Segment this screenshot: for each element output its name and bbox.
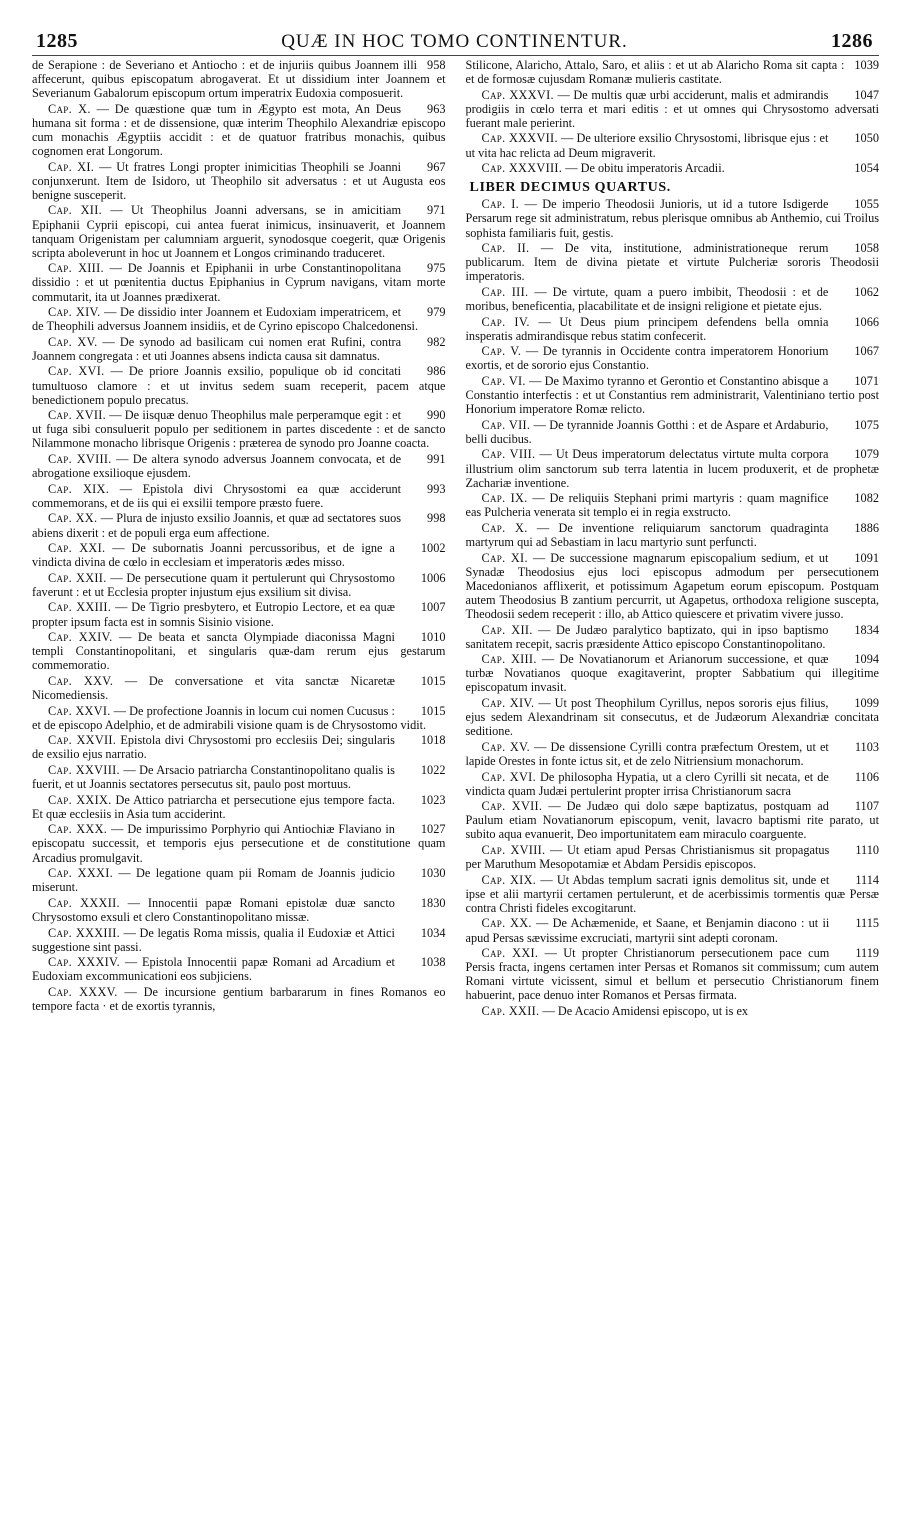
column-number: 1039 (854, 58, 879, 72)
chapter-entry (466, 491, 880, 519)
chapter-summary: — De Arsacio patriarcha Constantinopolitano qualis is fuerit, et ut Joannis sectatores persecutus sit, paulo post mortuus. (32, 763, 395, 792)
column-number: 1066 (854, 314, 879, 329)
chapter-entry (466, 551, 880, 621)
column-number: 986 (427, 364, 446, 379)
column-number: 1030 (420, 866, 446, 881)
chapter-entry (32, 704, 446, 732)
chapter-summary: — De impurissimo Porphyrio qui Antiochiæ Flaviano in episcopatu successit, et temporis ejus persecutione et de constitutione quam Arcadius promulgavit. (32, 822, 446, 865)
column-number: 1002 (420, 541, 446, 556)
column-number: 963 (427, 101, 446, 116)
chapter-label: Cap. V. (481, 344, 522, 359)
column-number: 1099 (854, 696, 879, 711)
chapter-entry (32, 160, 446, 202)
chapter-summary: — De legatis Roma missis, qualia il Eudoxiæ et Attici suggestione sint passi. (32, 925, 395, 954)
chapter-entry (32, 203, 446, 259)
chapter-entry (466, 1004, 880, 1018)
chapter-summary: — De altera synodo adversus Joannem convocata, et de abrogatione exsilioque ejusdem. (32, 452, 402, 481)
running-title: QUÆ IN HOC TOMO CONTINENTUR. (281, 31, 628, 52)
chapter-label: Cap. IX. (481, 491, 528, 506)
chapter-label: Cap. XV. (48, 334, 98, 349)
chapter-label: Cap. XXI. (481, 946, 539, 961)
column-number: 971 (427, 203, 446, 218)
column-number: 1834 (854, 622, 879, 637)
column-number: 1106 (854, 769, 879, 784)
chapter-summary: — De imperio Theodosii Junioris, ut id a tutore Isdigerde Persarum rege sit administratum, rebus plerisque omnibus ab Anthemio, cui Troilus sophista familiaris fuit, gestis. (465, 197, 879, 240)
chapter-summary: — Ut post Theophilum Cyrillus, nepos sororis ejus filius, ejus sedem Alexandrinam sit consecutus, et de Judæorum Alexandriæ concitata seditione. (465, 696, 879, 739)
chapter-label: Cap. XXXV. (48, 984, 118, 999)
chapter-label: Cap. XXX. (48, 822, 108, 837)
chapter-entry (466, 418, 880, 446)
column-number: 1075 (854, 417, 879, 432)
chapter-label: Cap. XV. (481, 739, 531, 754)
column-number: 1103 (854, 739, 879, 754)
chapter-label: Cap. VIII. (481, 447, 536, 462)
chapter-entry (32, 763, 446, 791)
chapter-entry (466, 843, 880, 871)
chapter-label: Cap. XVIII. (481, 842, 546, 857)
chapter-summary: — Ut fratres Longi propter inimicitias Theophili se Joanni conjunxerunt. Item de Isidoro, ut Theophilo sit adversatus : et ut Augusta eos benigne susceperit. (32, 159, 446, 202)
chapter-label: Cap. XIX. (48, 481, 110, 496)
column-number: 1054 (854, 161, 879, 176)
chapter-summary: — Epistola divi Chrysostomi ea quæ acciderunt commemorans, et de iis qui ei exsilii tempore præsto fuere. (32, 481, 402, 510)
column-number: 998 (427, 511, 446, 526)
chapter-entry (32, 364, 446, 406)
column-number: 1027 (420, 822, 446, 837)
chapter-entry (32, 58, 446, 100)
column-number: 990 (427, 408, 446, 423)
chapter-summary: — De priore Joannis exsilio, populique ob id concitati tumultuoso clamore : et ut invitus sedem suam receperit, pacem atque benedictionem populo precatus. (32, 364, 446, 407)
chapter-label: Cap. XXVI. (48, 703, 111, 718)
chapter-label: Cap. XIV. (48, 305, 101, 320)
chapter-entry (32, 261, 446, 303)
chapter-label: Cap. XXXI. (48, 866, 113, 881)
chapter-entry (32, 541, 446, 569)
chapter-entry (466, 58, 880, 86)
chapter-summary: — Ut Theophilus Joanni adversans, se in amicitiam Epiphanii Cyprii episcopi, cui antea fuerat inimicus, insinuaverit, et Joannem tanquam Origenistam per calumniam arguerit, synodosque coegerit, quæ Origenis scripta aboleverunt in hoc ut Joannem et Longos criminando traduceret. (32, 203, 446, 260)
chapter-summary: Stilicone, Alaricho, Attalo, Saro, et aliis : et ut ab Alaricho Roma sit capta : et de formosæ cujusdam Romanæ mulieris castitate. (465, 58, 845, 87)
chapter-summary: — De Acacio Amidensi episcopo, ut is ex (542, 1004, 749, 1018)
chapter-label: Cap. XXV. (48, 673, 114, 688)
column-number: 1091 (854, 550, 879, 565)
chapter-label: Cap. XVII. (48, 408, 107, 423)
chapter-summary: — De virtute, quam a puero imbibit, Theodosii : et de moribus, beneficentia, placabilitate et de insigni religione et pietate ejus. (465, 284, 829, 313)
chapter-entry (32, 896, 446, 924)
right-column (466, 58, 880, 1020)
chapter-entry (466, 374, 880, 416)
chapter-label: Cap. X. (48, 101, 91, 116)
running-header (32, 30, 879, 56)
chapter-summary: — De Judæo qui dolo sæpe baptizatus, postquam ad Paulum etiam Novatianorum episcopum, venit, lavacro baptismi rite parato, ut subito aqua evanuerit, Deo importunitatem eam miraculo coarguente. (465, 799, 879, 842)
chapter-entry (466, 521, 880, 549)
chapter-label: Cap. XXXVII. (481, 131, 558, 146)
chapter-label: Cap. XVIII. (48, 452, 112, 467)
chapter-label: Cap. I. (481, 197, 520, 212)
chapter-summary: Epistola divi Chrysostomi pro ecclesiis Dei; singularis de exsilio ejus narratio. (32, 733, 395, 762)
chapter-entry (32, 793, 446, 821)
chapter-summary: — De dissensione Cyrilli contra præfectum Orestem, ut et lapide Orestes in fonte ictus sit, et de zelo Nitriensium monachorum. (465, 739, 829, 768)
column-number: 1114 (855, 872, 879, 887)
column-number: 1082 (854, 491, 879, 506)
chapter-label: Cap. III. (481, 284, 529, 299)
chapter-label: Cap. XXIV. (48, 630, 113, 645)
chapter-entry (32, 452, 446, 480)
chapter-summary: — De inventione reliquiarum sanctorum quadraginta martyrum qui ad Sebastiam in lacu martyrio sunt perfuncti. (465, 520, 829, 549)
chapter-summary: — De multis quæ urbi acciderunt, malis et admirandis prodigiis in cœlo terra et mari editis : et ut omnes qui Chrysostomo adversati fuerant male perierint. (465, 87, 879, 130)
chapter-label: Cap. IV. (481, 314, 530, 329)
chapter-summary: — De incursione gentium barbararum in fines Romanos eo tempore facta · et de exortis tyrannis, (32, 984, 446, 1013)
chapter-entry (466, 696, 880, 738)
two-column-body (32, 58, 879, 1020)
chapter-entry (466, 873, 880, 915)
column-number: 1034 (420, 925, 446, 940)
chapter-summary: — De Novatianorum et Arianorum successione, et quæ turbæ Novatianos quoque exagitaverint, propter Sabbatium qui illegitime episcopatum invasit. (465, 652, 879, 695)
chapter-entry (32, 674, 446, 702)
chapter-entry (32, 955, 446, 983)
chapter-entry (466, 285, 880, 313)
right-page-number: 1286 (830, 30, 873, 52)
chapter-summary: — De Tigrio presbytero, et Eutropio Lectore, et ea quæ propter ipsum facta est in somnis Sisinio visione. (32, 600, 395, 629)
column-number: 1062 (854, 284, 879, 299)
chapter-summary: — De reliquiis Stephani primi martyris : quam magnifice eas Pulcheria venerata sit templo ei in regia exstructo. (465, 491, 829, 520)
chapter-label: Cap. XXXVIII. (481, 161, 563, 176)
chapter-label: Cap. XXI. (48, 541, 106, 556)
column-number: 1015 (420, 673, 446, 688)
chapter-summary: — De subornatis Joanni percussoribus, et de igne a vindicta divina de cœlo in ecclesiam et imperatoris ædes misso. (32, 541, 395, 570)
column-number: 1107 (854, 799, 879, 814)
chapter-summary: — De tyrannis in Occidente contra imperatorem Honorium exortis, et de sororio ejus Constantio. (465, 344, 829, 373)
chapter-summary: — Epistola Innocentii papæ Romani ad Arcadium et Eudoxiam excommunicationi eos subjiciens. (32, 955, 395, 984)
chapter-label: Cap. XXII. (48, 570, 107, 585)
chapter-summary: — Ut Abdas templum sacrati ignis demolitus sit, unde et ipse et alii martyrii certamen pertulerunt, et de acerbissimis tormentis quæ Persæ contra Christi fideles excogitarunt. (465, 872, 879, 915)
chapter-label: Cap. VI. (481, 373, 526, 388)
column-number: 1110 (855, 842, 879, 857)
chapter-summary: De Attico patriarcha et persecutione ejus tempore facta. Et quæ ecclesiis in Asia tum acciderint. (32, 792, 395, 821)
column-number: 967 (427, 159, 446, 174)
chapter-entry (32, 600, 446, 628)
chapter-summary: — De obitu imperatoris Arcadii. (565, 161, 725, 176)
column-number: 1015 (420, 703, 446, 718)
chapter-label: Cap. XVI. (481, 769, 536, 784)
chapter-summary: — De tyrannide Joannis Gotthi : et de Aspare et Ardaburio, belli ducibus. (465, 417, 829, 446)
chapter-summary: De philosopha Hypatia, ut a clero Cyrilli sit necata, et de vindicta quam Judæi pertulerint propter irrisa Christianorum sacra (465, 769, 829, 798)
chapter-entry (32, 335, 446, 363)
column-number: 1055 (854, 197, 879, 212)
chapter-label: Cap. XXXIII. (48, 925, 120, 940)
chapter-entry (32, 305, 446, 333)
column-number: 1119 (855, 946, 879, 961)
book-heading: LIBER DECIMUS QUARTUS. (469, 180, 671, 196)
column-number: 1023 (420, 792, 446, 807)
chapter-summary: — De iisquæ denuo Theophilus male perperamque egit : et ut fuga sibi consuluerit populo per seditionem in partes discedente : et de sancto Nilammone monacho librisque Origenis : præterea de synodo pro Joanne coacta. (32, 408, 446, 451)
chapter-entry (466, 344, 880, 372)
left-page-number: 1285 (36, 30, 78, 52)
chapter-entry (32, 630, 446, 672)
chapter-entry (32, 408, 446, 450)
chapter-summary: — De Judæo paralytico baptizato, qui in ipso baptismo sanitatem recepit, sacris præsidente Attico episcopo Constantinopolitano. (465, 622, 829, 651)
chapter-entry (32, 822, 446, 864)
chapter-summary: — Ut propter Christianorum persecutionem pace cum Persis fracta, ingens certamen inter Persas et Romanos sit commissum; cum autem Romani virtute vicissent, simul et bellum et persecutio Christianorum finem habuerint, pace denuo inter Romanos et Persas firmata. (465, 946, 879, 1003)
chapter-summary: — De legatione quam pii Romam de Joannis judicio miserunt. (32, 866, 395, 895)
column-number: 982 (427, 334, 446, 349)
chapter-label: Cap. XVII. (481, 799, 543, 814)
chapter-label: Cap. XIV. (481, 696, 535, 711)
column-number: 1067 (854, 344, 879, 359)
chapter-summary: — Plura de injusto exsilio Joannis, et quæ ad sectatores suos abiens dixerit : et de populi erga eum affectione. (32, 511, 402, 540)
chapter-entry (32, 102, 446, 158)
chapter-entry (466, 740, 880, 768)
column-number: 1022 (420, 763, 446, 777)
chapter-label: Cap. VII. (481, 417, 531, 432)
chapter-summary: — De quæstione quæ tum in Ægypto est mota, An Deus humana sit forma : et de dissensione, quæ interim Theophilo Alexandriæ episcopo cum monachis Ægyptiis accidit : et de quatuor fratribus monachis, quibus cognomen erat Longorum. (32, 101, 446, 159)
column-number: 1047 (854, 87, 879, 102)
column-number: 1050 (854, 131, 879, 146)
chapter-entry (466, 447, 880, 489)
chapter-label: Cap. XXXIV. (48, 955, 121, 970)
column-number: 1115 (855, 916, 879, 931)
chapter-entry (466, 916, 880, 944)
chapter-entry (466, 799, 880, 841)
chapter-label: Cap. XIII. (48, 261, 104, 276)
chapter-summary: — Ut Deus pium principem defendens bella omnia insperatis admirandisque rebus statim confecerit. (465, 314, 829, 343)
chapter-label: Cap. XIII. (481, 652, 537, 667)
column-number: 1018 (420, 733, 446, 748)
column-number: 1886 (854, 520, 879, 535)
column-number: 1038 (420, 955, 446, 970)
chapter-label: Cap. XXXII. (48, 895, 120, 910)
chapter-label: Cap. XXVIII. (48, 763, 120, 777)
chapter-summary: — De synodo ad basilicam cui nomen erat Rufini, contra Joannem congregata : et uti Joannes absens indicta causa sit damnatus. (32, 334, 402, 363)
chapter-entry (32, 511, 446, 539)
chapter-label: Cap. XVI. (48, 364, 105, 379)
column-number: 1058 (854, 241, 879, 256)
chapter-label: Cap. XX. (48, 511, 98, 526)
chapter-entry (466, 623, 880, 651)
chapter-summary: — De conversatione et vita sanctæ Nicaretæ Nicomediensis. (32, 673, 395, 703)
chapter-summary: — De ulteriore exsilio Chrysostomi, librisque ejus : et ut vita hac relicta ad Deum migraverit. (465, 131, 829, 160)
chapter-summary: — De vita, institutione, administrationeque rerum publicarum. Item de divina pietate et virtute Pulcheriæ sororis Theodosii imperatoris. (465, 241, 879, 284)
column-number: 1830 (420, 895, 446, 910)
chapter-label: Cap. X. (481, 520, 528, 535)
chapter-entry (466, 770, 880, 798)
column-number: 958 (427, 58, 446, 72)
chapter-summary: — De Joannis et Epiphanii in urbe Constantinopolitana dissidio : et ut pœnitentia ductus Epiphanius in Cyprum navigans, vitam morte commutarit, ita ut Joannes prædixerat. (32, 261, 446, 304)
column-number: 979 (427, 305, 446, 320)
chapter-entry (466, 241, 880, 283)
chapter-entry (32, 571, 446, 599)
column-number: 1006 (420, 570, 446, 585)
chapter-entry (32, 926, 446, 954)
chapter-label: Cap. XXIII. (48, 600, 112, 615)
chapter-label: Cap. XIX. (481, 872, 537, 887)
chapter-summary: — De persecutione quam it pertulerunt qui Chrysostomo faverunt : et ut Ecclesia propter injustum ejus exsilium sit divisa. (32, 570, 395, 599)
chapter-entry (32, 985, 446, 1013)
chapter-label: Cap. XXVII. (48, 733, 117, 748)
chapter-entry (466, 652, 880, 694)
chapter-entry (466, 315, 880, 343)
column-number: 1010 (420, 630, 446, 645)
chapter-label: Cap. XXXVI. (481, 87, 554, 102)
chapter-summary: de Serapione : de Severiano et Antiocho : et de injuriis quibus Joannem illi affecerunt, quibus episcopatum abrogaverat. Et ut dissidium inter Joannem et Severianum Gabalorum episcopum ortum imperatrix Eudoxia composuerit. (32, 58, 446, 101)
chapter-summary: — De profectione Joannis in locum cui nomen Cucusus : et de episcopo Adelphio, et de admirabili visione quam is de Chrysostomo vidit. (32, 703, 427, 732)
chapter-summary: — Innocentii papæ Romani epistolæ duæ sancto Chrysostomo exsuli et clero Constantinopolitano missæ. (32, 895, 395, 924)
column-number: 1007 (420, 600, 446, 615)
chapter-label: Cap. XII. (481, 622, 533, 637)
chapter-label: Cap. XXII. (481, 1004, 540, 1018)
column-number: 991 (427, 452, 446, 467)
chapter-label: Cap. XII. (48, 203, 102, 218)
chapter-summary: — Ut etiam apud Persas Christianismus sit propagatus per Maruthum Mesopotamiæ et Abdam Persidis episcopos. (465, 842, 830, 872)
column-number: 975 (427, 261, 446, 276)
chapter-label: Cap. XX. (481, 916, 532, 931)
chapter-entry (32, 482, 446, 510)
chapter-label: Cap. XI. (481, 550, 528, 565)
chapter-summary: — De beata et sancta Olympiade diaconissa Magni templi Constantinopolitani, et singularis quæ-dam rerum ejus gestarum commemoratio. (32, 630, 446, 673)
chapter-entry (466, 197, 880, 239)
chapter-entry (466, 946, 880, 1002)
chapter-summary: — Ut Deus imperatorum delectatus virtute multa corpora illustrium olim sanctorum sub terra latentia in lucem produxerit, et de prophetæ Zachariæ inventione. (465, 447, 879, 490)
chapter-label: Cap. XI. (48, 159, 95, 174)
column-number: 993 (427, 481, 446, 496)
chapter-entry (466, 161, 880, 175)
chapter-summary: — De dissidio inter Joannem et Eudoxiam imperatricem, et de Theophili adversus Joannem insidiis, et de Cyrino episcopo Chalcedonensi. (32, 305, 419, 334)
chapter-label: Cap. XXIX. (48, 792, 112, 807)
chapter-label: Cap. II. (481, 241, 530, 256)
chapter-entry (466, 131, 880, 159)
chapter-summary: — De Achæmenide, et Saane, et Benjamin diacono : ut ii apud Persas sævissime excruciati, martyrii sint adepti coronam. (465, 916, 830, 945)
column-number: 1071 (854, 373, 879, 388)
chapter-summary: — De Maximo tyranno et Gerontio et Constantino abisque a Constantio interfectis : et ut Constantius rem administrarit, Valentiniano tertio post Honorium imperatore Romæ relicto. (465, 373, 879, 417)
chapter-entry (32, 733, 446, 761)
column-number: 1079 (854, 447, 879, 462)
chapter-summary: — De successione magnarum episcopalium sedium, et ut Synadæ Theodosius ejus loci episcopus admodum per persecutionem Macedonianos afflixerit, et potissimum Agapetum eorum episcopum. Postquam autem Theodosius B zantium percurrit, ut Agapetus, orthodoxa religione suscepta, Theodosii sedem receperit : illo, ab Attico quiescere et privatim vivere jusso. (465, 550, 879, 621)
column-number: 1094 (854, 652, 879, 667)
left-column (32, 58, 446, 1020)
chapter-entry (466, 88, 880, 130)
chapter-entry (32, 866, 446, 894)
